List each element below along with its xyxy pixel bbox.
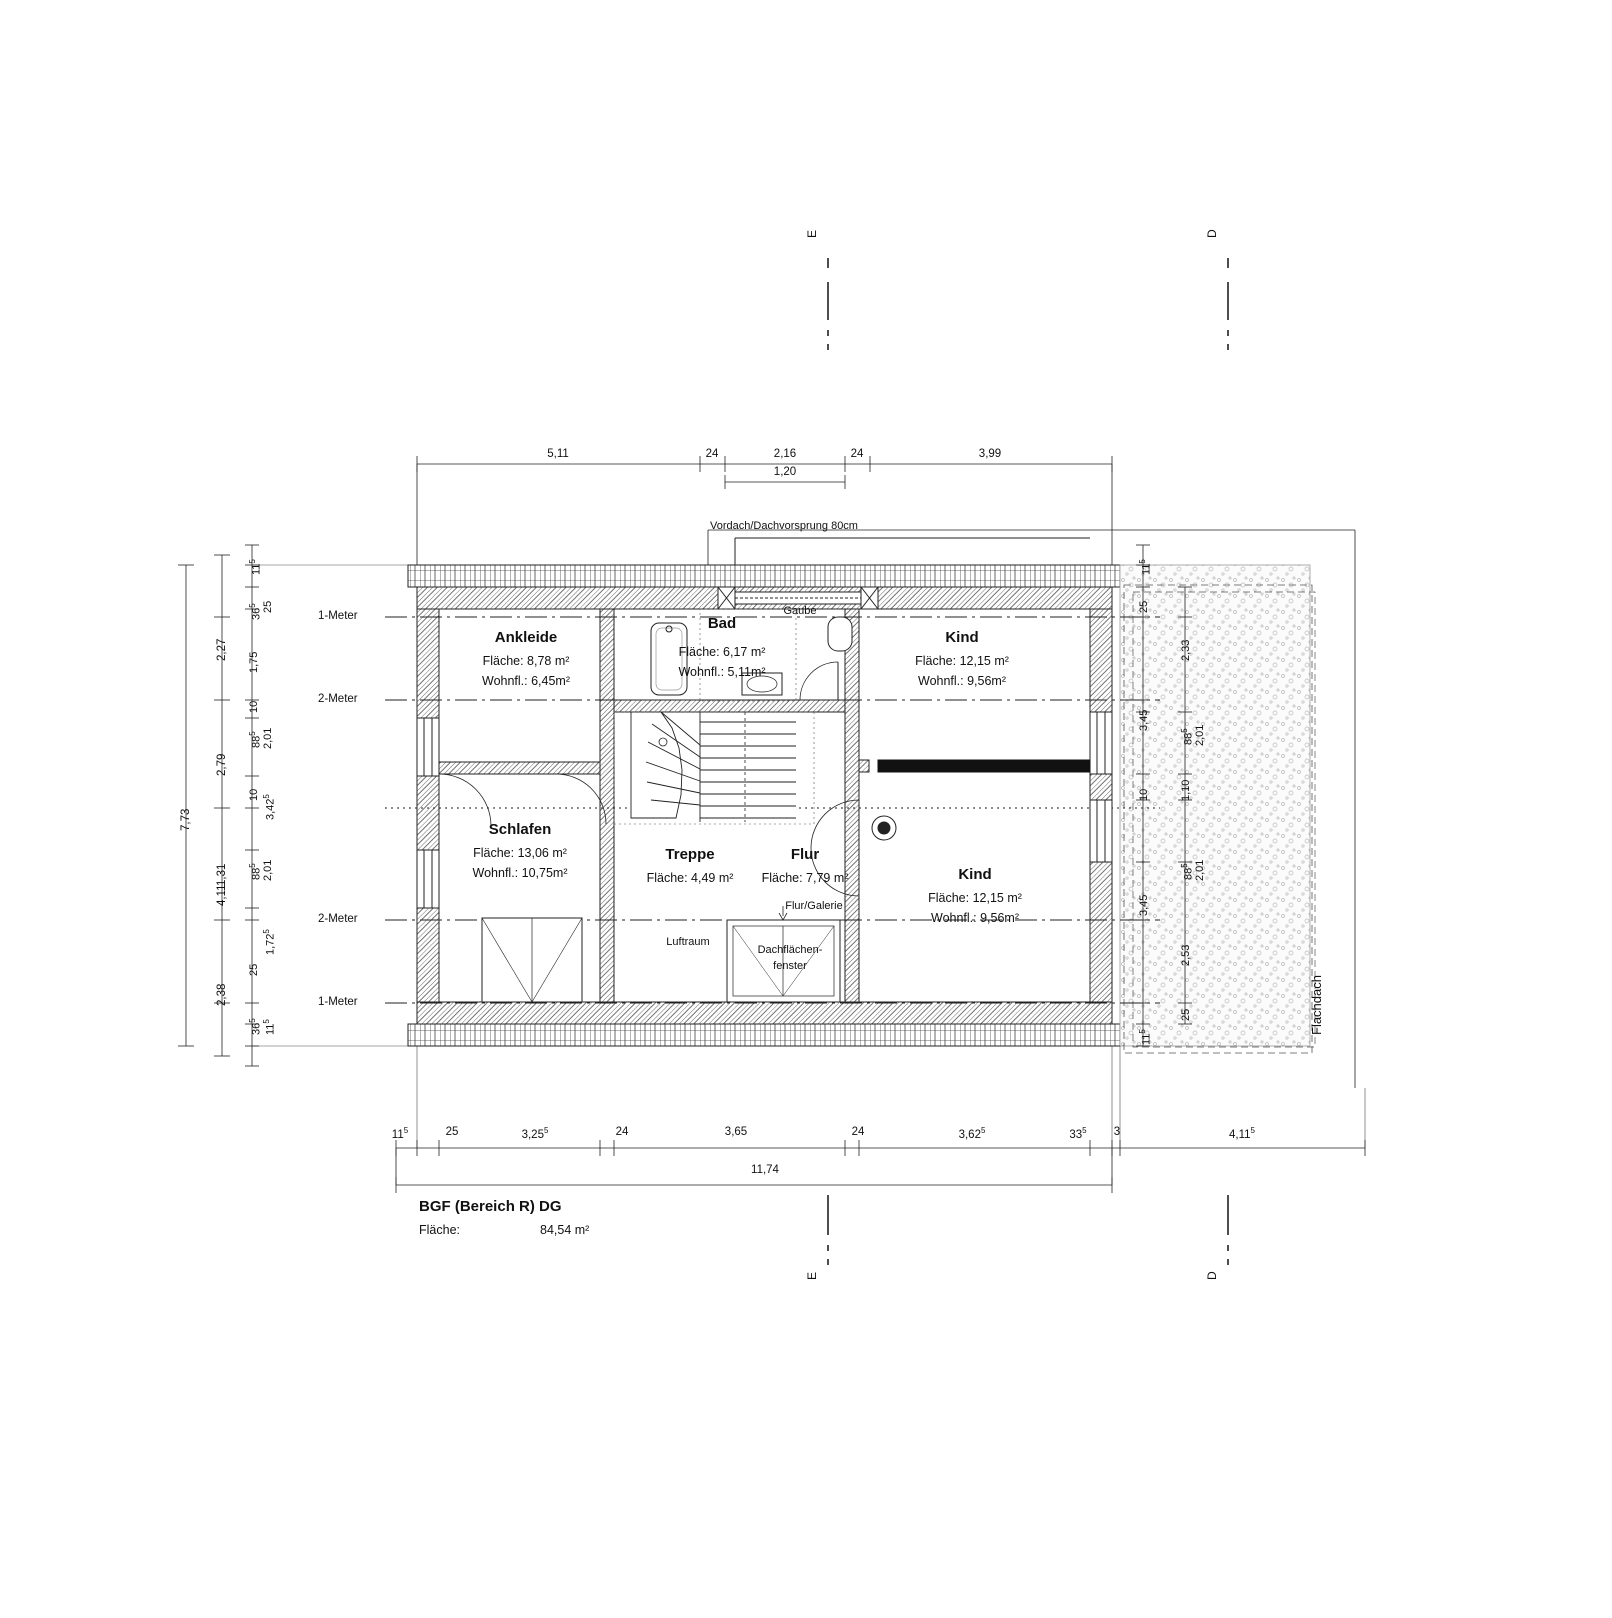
dim-left-b-10: $88^5$ [248, 863, 263, 880]
dim-bottom-4: 24 [615, 1126, 629, 1138]
room-label-ankleide: Ankleide [494, 629, 558, 646]
dim-right-11: 3,45 [1138, 894, 1150, 916]
dim-left-b-2: $36^5$ [248, 603, 263, 620]
dim-left-b-11: 2,01 [262, 859, 274, 881]
dim-right-1: $11^5$ [1138, 559, 1153, 575]
note-dachflaechenfenster-1: Dachflächen- [757, 944, 823, 956]
dim-left-b-1: $11^5$ [248, 559, 263, 575]
note-vordach: Vordach/Dachvorsprung 80cm [710, 520, 858, 532]
dim-left-b-13: 1,72$^5$ [262, 929, 277, 955]
section-mark-d-top: D [1205, 229, 1219, 238]
height-line-1m-top: 1-Meter [318, 610, 358, 622]
dim-left-b-12: 25 [248, 963, 260, 976]
note-gaube: Gaube [783, 605, 817, 617]
height-line-1m-bottom: 1-Meter [318, 996, 358, 1008]
room-label-treppe: Treppe [665, 846, 715, 863]
dim-right-9: $88^5$ [1180, 863, 1195, 880]
note-flachdach: Flachdach [1309, 975, 1324, 1035]
dim-top-sub: 1,20 [773, 466, 797, 478]
dim-bottom-7: 3,62$^5$ [958, 1126, 986, 1141]
dim-right-8: 1,10 [1180, 779, 1192, 801]
dim-bottom-total: 11,74 [751, 1164, 779, 1176]
room-area-flur: Fläche: 7,79 m² [761, 871, 849, 885]
room-living-kind-top: Wohnfl.: 9,56m² [917, 674, 1007, 688]
dim-right-4: 3,45 [1138, 709, 1150, 731]
dim-right-3: 2,33 [1180, 639, 1192, 661]
dim-right-10: 2,01 [1194, 859, 1206, 881]
dim-left-a-1: 2,27 [216, 638, 228, 661]
dim-left-b-25: 25 [262, 600, 274, 613]
room-label-flur: Flur [790, 846, 820, 863]
dim-bottom-5: 3,65 [724, 1126, 748, 1138]
dim-left-a-3: 1,31 [216, 863, 228, 886]
section-mark-d-bottom: D [1205, 1271, 1219, 1280]
dim-left-a-5: 2,38 [216, 983, 228, 1006]
dim-right-14: $11^5$ [1138, 1029, 1153, 1045]
dim-left-a-2: 2,79 [216, 753, 228, 776]
dim-right-2: 25 [1138, 600, 1150, 613]
section-mark-e-top: E [805, 229, 819, 238]
room-area-kind-top: Fläche: 12,15 m² [915, 654, 1009, 668]
dim-top-1: 5,11 [547, 448, 569, 460]
room-label-kind-bottom: Kind [958, 866, 992, 883]
dim-top-2: 24 [705, 448, 719, 460]
room-area-ankleide: Fläche: 8,78 m² [482, 654, 570, 668]
dim-left-b-4: 1,75 [248, 651, 260, 673]
dim-left-a-4: 4,11 [216, 884, 228, 906]
dim-bottom-6: 24 [851, 1126, 865, 1138]
area-value: 84,54 m² [540, 1223, 590, 1237]
dim-bottom-10: 4,11$^5$ [1229, 1126, 1255, 1141]
room-label-kind-top: Kind [945, 629, 979, 646]
dim-left-b-8: 10 [248, 788, 260, 801]
section-mark-e-bottom: E [805, 1271, 819, 1280]
dim-bottom-1: $11^5$ [391, 1126, 409, 1141]
dim-left-b-5: 10 [248, 700, 260, 713]
note-luftraum: Luftraum [666, 936, 710, 948]
room-area-treppe: Fläche: 4,49 m² [646, 871, 734, 885]
dim-left-total: 7,73 [180, 808, 192, 831]
dim-left-b-6: $88^5$ [248, 731, 263, 748]
dim-left-b-15: $11^5$ [262, 1019, 277, 1035]
dim-right-6: 2,01 [1194, 724, 1206, 746]
dim-right-5: $88^5$ [1180, 728, 1195, 745]
dim-top-4: 24 [850, 448, 864, 460]
room-living-bad: Wohnfl.: 5,11m² [678, 665, 766, 679]
room-living-schlafen: Wohnfl.: 10,75m² [472, 866, 568, 880]
room-label-schlafen: Schlafen [488, 821, 552, 838]
room-area-schlafen: Fläche: 13,06 m² [473, 846, 567, 860]
area-label: Fläche: [419, 1223, 460, 1237]
dim-bottom-3: 3,25$^5$ [521, 1126, 549, 1141]
dim-bottom-2: 25 [445, 1126, 459, 1138]
dim-top-5: 3,99 [978, 448, 1002, 460]
dim-right-7: 10 [1138, 788, 1150, 801]
page-title: BGF (Bereich R) DG [419, 1198, 562, 1215]
room-area-kind-bottom: Fläche: 12,15 m² [928, 891, 1022, 905]
dim-right-12: 2,53 [1180, 944, 1192, 966]
dim-left-b-7: 2,01 [262, 727, 274, 749]
room-label-bad: Bad [707, 615, 737, 632]
note-dachflaechenfenster-2: fenster [773, 960, 807, 972]
height-line-2m-bottom: 2-Meter [318, 913, 358, 925]
room-living-ankleide: Wohnfl.: 6,45m² [481, 674, 571, 688]
dim-top-3: 2,16 [773, 448, 797, 460]
note-flur-galerie: Flur/Galerie [785, 900, 843, 912]
dim-left-b-14: $36^5$ [248, 1018, 263, 1035]
dim-bottom-9: 3 [1113, 1126, 1121, 1138]
height-line-2m-top: 2-Meter [318, 693, 358, 705]
room-area-bad: Fläche: 6,17 m² [678, 645, 766, 659]
dim-left-b-9: 3,42$^5$ [262, 794, 277, 820]
room-living-kind-bottom: Wohnfl.: 9,56m² [930, 911, 1020, 925]
dim-right-13: 25 [1180, 1008, 1192, 1021]
dim-bottom-8: $33^5$ [1069, 1126, 1087, 1141]
